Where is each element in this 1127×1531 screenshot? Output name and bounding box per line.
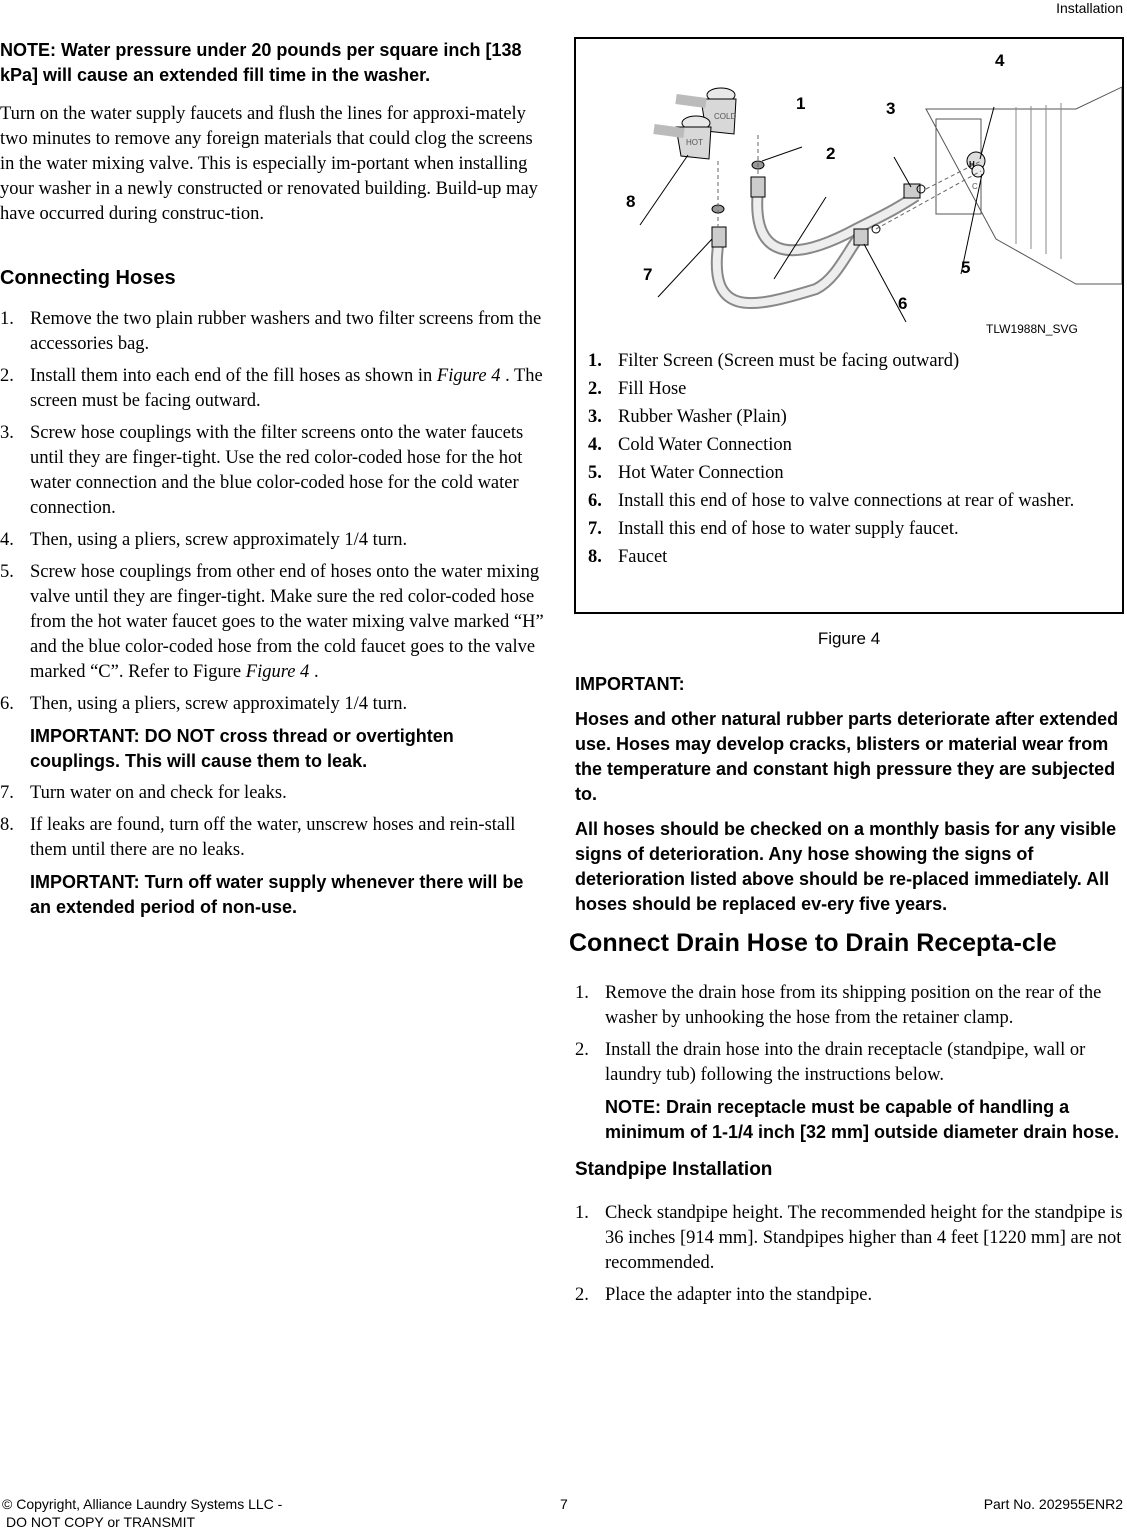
important-check-paragraph: All hoses should be checked on a monthly basis for any visible signs of deterioration. Any hose showing the signs of deterioration listed above should be re-placed immediately. All hoses should be replaced ev-ery five years. (575, 819, 1117, 914)
legend-item: 4. Cold Water Connection (588, 435, 792, 455)
callout-4: 4 (995, 51, 1005, 70)
important-label: IMPORTANT: (575, 674, 685, 694)
list-item: 3. Screw hose couplings with the filter screens onto the water faucets until they are finger-tight. Use the red color-coded hose for the hot water connection and the blue color-coded hose for the cold water connection. (0, 423, 524, 518)
figure-code: TLW1988N_SVG (986, 322, 1078, 336)
list-item: 7. Turn water on and check for leaks. (0, 783, 287, 803)
copyright: © Copyright, Alliance Laundry Systems LLC - DO NOT COPY or TRANSMIT (2, 1496, 283, 1530)
important-supply-note: IMPORTANT: Turn off water supply whenever there will be an extended period of non-use. (30, 872, 524, 917)
faucet-hot-label: HOT (686, 138, 703, 147)
figure-reference-link[interactable]: Figure 4 (245, 662, 310, 682)
list-item: 1. Remove the drain hose from its shipping position on the rear of the washer by unhooking the hose from the retainer clamp. (575, 983, 1102, 1028)
valve-h-label: H (969, 160, 975, 169)
callout-6: 6 (898, 294, 908, 313)
drain-hose-heading: Connect Drain Hose to Drain Recepta-cle (569, 929, 1057, 957)
list-item: 2. Install them into each end of the fill hoses as shown in Figure 4 . The screen must be facing outward. (0, 366, 543, 411)
callout-1: 1 (796, 94, 806, 113)
callout-5: 5 (961, 258, 971, 277)
water-pressure-note: NOTE: Water pressure under 20 pounds per square inch [138 kPa] will cause an extended fill time in the washer. (0, 40, 522, 85)
right-column (569, 672, 1125, 1315)
figure-caption: Figure 4 (817, 629, 881, 648)
standpipe-steps (575, 1201, 1125, 1308)
callout-7: 7 (643, 265, 653, 284)
callout-8: 8 (626, 192, 636, 211)
list-item: 1. Remove the two plain rubber washers and two filter screens from the accessories bag. (0, 309, 542, 354)
callout-2: 2 (826, 144, 836, 163)
flush-paragraph: Turn on the water supply faucets and flush the lines for approxi-mately two minutes to remove any foreign materials that could clog the screens in the water mixing valve. This is especially im-portant when installing your washer in a newly constructed or renovated building. Build-up may have occurred during construc-tion. (0, 104, 538, 224)
callout-3: 3 (886, 99, 896, 118)
figure-box (574, 37, 1124, 614)
important-thread-note: IMPORTANT: DO NOT cross thread or overtighten couplings. This will cause them to leak. (30, 726, 454, 771)
hose-installation-illustration (576, 39, 1122, 349)
list-item: 1. Check standpipe height. The recommended height for the standpipe is 36 inches [914 mm]. Standpipes higher than 4 feet [1220 mm] are not recommended. (575, 1203, 1123, 1273)
list-item: 6. Then, using a pliers, screw approximately 1/4 turn. (0, 694, 408, 714)
connecting-hoses-steps (0, 307, 548, 717)
connecting-hoses-steps-cont (0, 781, 548, 863)
figure-legend (588, 349, 1108, 573)
connecting-hoses-heading: Connecting Hoses (0, 267, 176, 289)
legend-item: 6. Install this end of hose to valve connections at rear of washer. (588, 491, 1075, 511)
figure-reference-link[interactable]: Figure 4 (436, 366, 501, 386)
important-hoses-paragraph: Hoses and other natural rubber parts deteriorate after extended use. Hoses may develop cracks, blisters or material wear from the temperature and constant high pressure they are subjected to. (575, 709, 1119, 804)
part-number: Part No. 202955ENR2 (983, 1496, 1123, 1512)
faucet-cold-label: COLD (714, 112, 737, 121)
legend-item: 3. Rubber Washer (Plain) (588, 407, 787, 427)
left-column (0, 38, 548, 927)
section-header: Installation (1056, 0, 1123, 16)
list-item: 2. Place the adapter into the standpipe. (575, 1285, 873, 1305)
legend-item: 5. Hot Water Connection (588, 463, 784, 483)
page-number: 7 (560, 1496, 568, 1512)
standpipe-heading: Standpipe Installation (575, 1159, 773, 1180)
legend-item: 1. Filter Screen (Screen must be facing outward) (588, 351, 960, 371)
list-item: 2. Install the drain hose into the drain receptacle (standpipe, wall or laundry tub) following the instructions below. (575, 1040, 1086, 1085)
legend-item: 2. Fill Hose (588, 379, 687, 399)
legend-item: 8. Faucet (588, 547, 668, 567)
list-item: 5. Screw hose couplings from other end of hoses onto the water mixing valve until they are finger-tight. Make sure the red color-coded hose from the hot water faucet goes to the water mixing valve marked “H” and the blue color-coded hose from the cold faucet goes to the valve marked “C”. Refer to Figure Figure 4 . (0, 562, 544, 682)
list-item: 4. Then, using a pliers, screw approximately 1/4 turn. (0, 530, 408, 550)
list-item: 8. If leaks are found, turn off the water, unscrew hoses and rein-stall them until there are no leaks. (0, 815, 516, 860)
drain-receptacle-note: NOTE: Drain receptacle must be capable of handling a minimum of 1-1/4 inch [32 mm] outside diameter drain hose. (605, 1097, 1120, 1142)
legend-item: 7. Install this end of hose to water supply faucet. (588, 519, 959, 539)
drain-hose-steps (575, 981, 1125, 1088)
valve-c-label: C (972, 182, 978, 191)
